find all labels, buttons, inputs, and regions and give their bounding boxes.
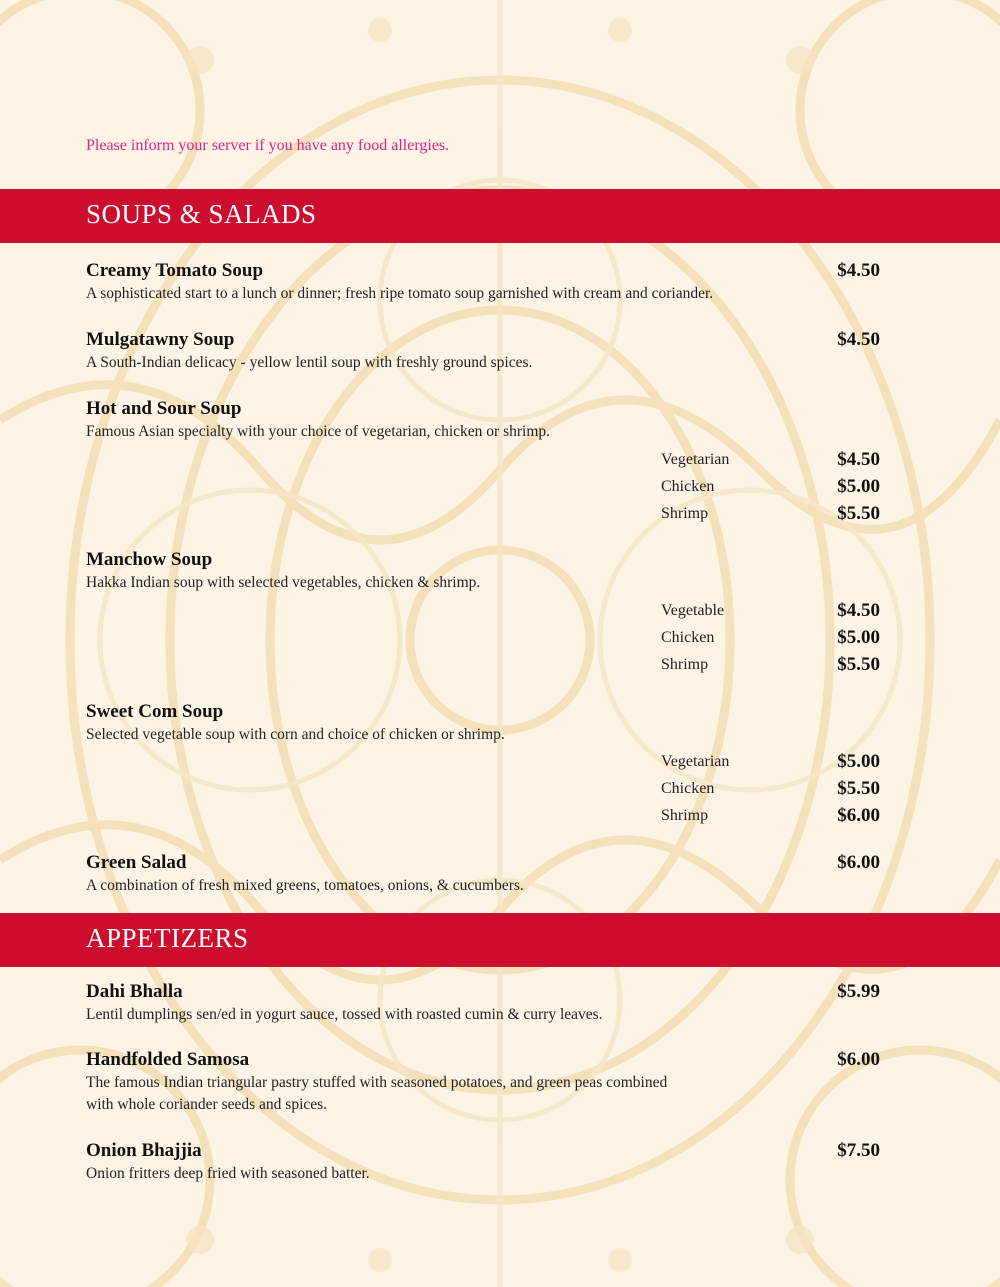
variant-price: $6.00	[837, 805, 880, 826]
section-band-soups-salads	[0, 189, 1000, 243]
variant-label: Vegetarian	[661, 753, 730, 770]
item-description: Hakka Indian soup with selected vegetables, chicken & shrimp.	[86, 574, 481, 591]
variant-price: $4.50	[837, 600, 880, 621]
variant-price: $4.50	[837, 449, 880, 470]
section-title: APPETIZERS	[86, 923, 249, 953]
variant-price: $5.50	[837, 654, 880, 675]
item-name: Creamy Tomato Soup	[86, 260, 264, 281]
item-price: $7.50	[837, 1140, 880, 1161]
variant-row	[661, 473, 886, 500]
section-title: SOUPS & SALADS	[86, 199, 317, 229]
section-band-appetizers	[0, 913, 1000, 967]
item-description: The famous Indian triangular pastry stuffed with seasoned potatoes, and green peas combined with whole coriander seeds and spices.	[86, 1074, 668, 1113]
item-description: Onion fritters deep fried with seasoned batter.	[86, 1165, 370, 1182]
item-price: $5.99	[837, 981, 880, 1002]
variant-row	[661, 748, 886, 775]
variant-list-sweet-com-soup	[661, 748, 886, 829]
variant-row	[661, 500, 886, 527]
variant-price: $5.50	[837, 778, 880, 799]
item-name: Dahi Bhalla	[86, 981, 183, 1002]
item-name: Sweet Com Soup	[86, 701, 224, 722]
variant-row	[661, 651, 886, 678]
menu-item-handfolded-samosa	[86, 1048, 886, 1116]
item-name: Mulgatawny Soup	[86, 329, 235, 350]
item-description: A sophisticated start to a lunch or dinner; fresh ripe tomato soup garnished with cream and coriander.	[86, 285, 714, 302]
item-name: Handfolded Samosa	[86, 1049, 250, 1070]
item-description: A South-Indian delicacy - yellow lentil soup with freshly ground spices.	[86, 354, 533, 371]
item-price: $4.50	[837, 329, 880, 350]
variant-price: $5.00	[837, 751, 880, 772]
item-description: Selected vegetable soup with corn and choice of chicken or shrimp.	[86, 726, 505, 743]
variant-price: $5.00	[837, 627, 880, 648]
variant-label: Chicken	[661, 780, 715, 797]
variant-price: $5.50	[837, 503, 880, 524]
variant-row	[661, 446, 886, 473]
variant-label: Shrimp	[661, 505, 709, 522]
variant-row	[661, 802, 886, 829]
menu-item-green-salad	[86, 851, 886, 897]
item-price: $4.50	[837, 260, 880, 281]
variant-label: Vegetable	[661, 602, 725, 619]
allergy-notice: Please inform your server if you have any food allergies.	[86, 137, 450, 154]
variant-label: Shrimp	[661, 807, 709, 824]
menu-item-creamy-tomato-soup	[86, 259, 886, 305]
variant-row	[661, 624, 886, 651]
item-name: Manchow Soup	[86, 549, 213, 570]
menu-item-dahi-bhalla	[86, 980, 886, 1026]
menu-item-onion-bhajjia	[86, 1139, 886, 1185]
item-description: Lentil dumplings sen/ed in yogurt sauce, tossed with roasted cumin & curry leaves.	[86, 1006, 603, 1023]
menu-item-mulgatawny-soup	[86, 328, 886, 374]
variant-label: Vegetarian	[661, 451, 730, 468]
variant-row	[661, 597, 886, 624]
item-name: Onion Bhajjia	[86, 1140, 202, 1161]
menu-item-sweet-com-soup	[86, 700, 886, 746]
item-price: $6.00	[837, 852, 880, 873]
menu-item-manchow-soup	[86, 548, 886, 594]
variant-list-manchow-soup	[661, 597, 886, 678]
item-description: Famous Asian specialty with your choice of vegetarian, chicken or shrimp.	[86, 423, 551, 440]
item-name: Green Salad	[86, 852, 187, 873]
item-description: A combination of fresh mixed greens, tomatoes, onions, & cucumbers.	[86, 877, 524, 894]
variant-price: $5.00	[837, 476, 880, 497]
variant-label: Shrimp	[661, 656, 709, 673]
variant-row	[661, 775, 886, 802]
variant-label: Chicken	[661, 478, 715, 495]
item-price: $6.00	[837, 1049, 880, 1070]
menu-item-hot-and-sour-soup	[86, 397, 886, 443]
item-name: Hot and Sour Soup	[86, 398, 242, 419]
variant-label: Chicken	[661, 629, 715, 646]
variant-list-hot-and-sour-soup	[661, 446, 886, 527]
